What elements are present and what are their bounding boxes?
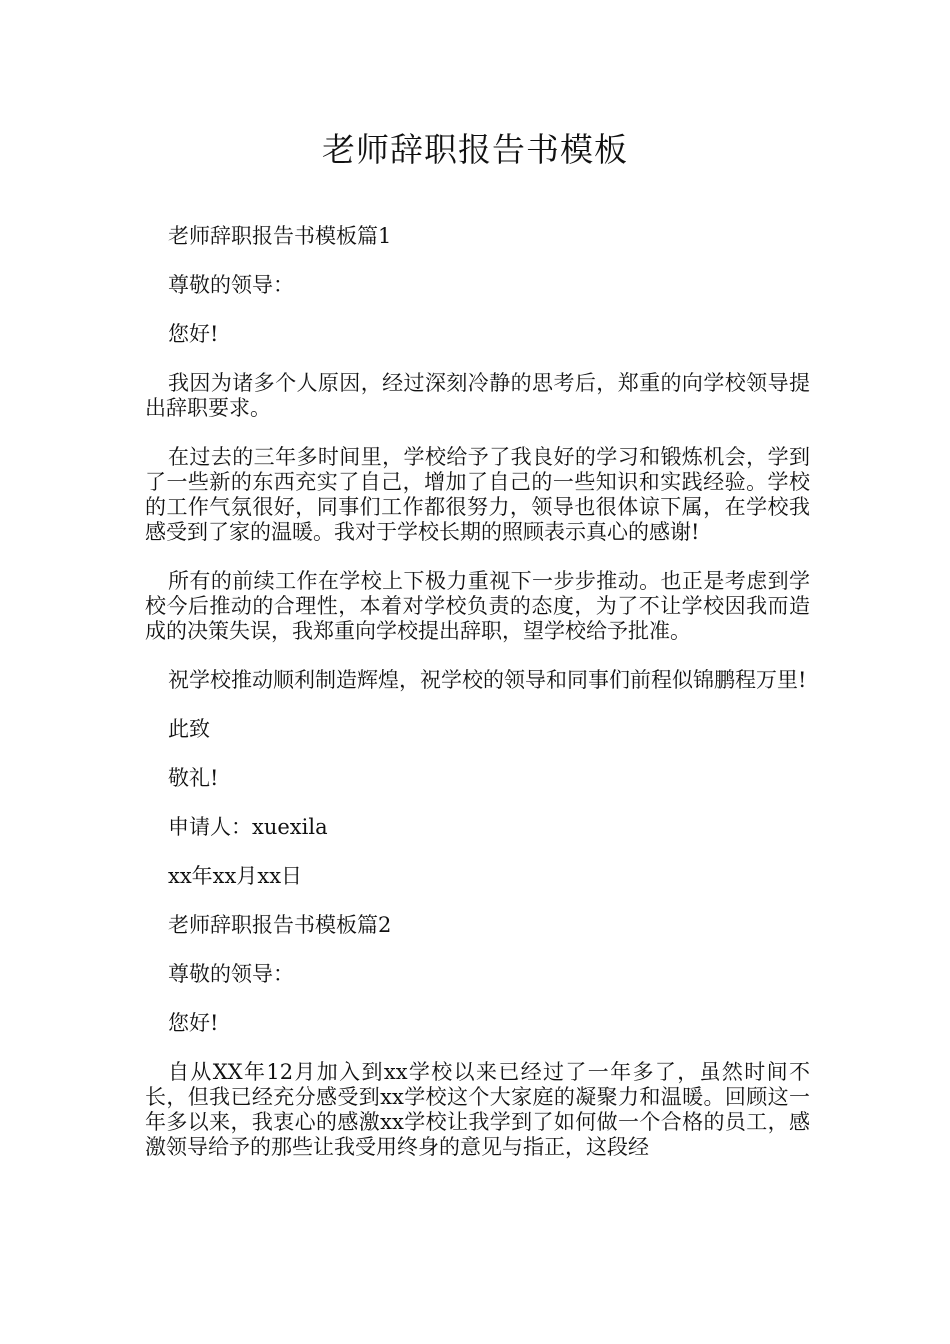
salutation: 尊敬的领导： [168,962,294,986]
applicant-line: 申请人：xuexila [168,815,328,839]
document-body [145,224,810,1184]
document-title: 老师辞职报告书模板 [322,130,628,169]
greeting: 您好! [168,322,219,346]
closing-line: 此致 [168,717,210,741]
body-paragraph: 我因为诸多个人原因，经过深刻冷静的思考后，郑重的向学校领导提出辞职要求。 [145,371,810,420]
section-heading-2: 老师辞职报告书模板篇2 [168,913,392,937]
section-heading-1: 老师辞职报告书模板篇1 [168,224,392,248]
salutation: 尊敬的领导： [168,273,294,297]
body-paragraph: 所有的前续工作在学校上下极力重视下一步步推动。也正是考虑到学校今后推动的合理性，本着对学校负责的态度，为了不让学校因我而造成的决策失误，我郑重向学校提出辞职，望学校给予批准。 [145,569,810,643]
body-paragraph: 祝学校推动顺利制造辉煌，祝学校的领导和同事们前程似锦鹏程万里! [168,668,807,692]
closing-regards: 敬礼! [168,766,219,790]
body-paragraph: 自从XX年12月加入到xx学校以来已经过了一年多了，虽然时间不长，但我已经充分感受到xx学校这个大家庭的凝聚力和温暖。回顾这一年多以来，我衷心的感激xx学校让我学到了如何做一个合格的员工，感激领导给予的那些让我受用终身的意见与指正，这段经 [145,1060,810,1159]
body-paragraph: 在过去的三年多时间里，学校给予了我良好的学习和锻炼机会，学到了一些新的东西充实了自己，增加了自己的一些知识和实践经验。学校的工作气氛很好，同事们工作都很努力，领导也很体谅下属，在学校我感受到了家的温暖。我对于学校长期的照顾表示真心的感谢! [145,445,810,544]
date-line: xx年xx月xx日 [168,864,303,888]
greeting: 您好! [168,1011,219,1035]
